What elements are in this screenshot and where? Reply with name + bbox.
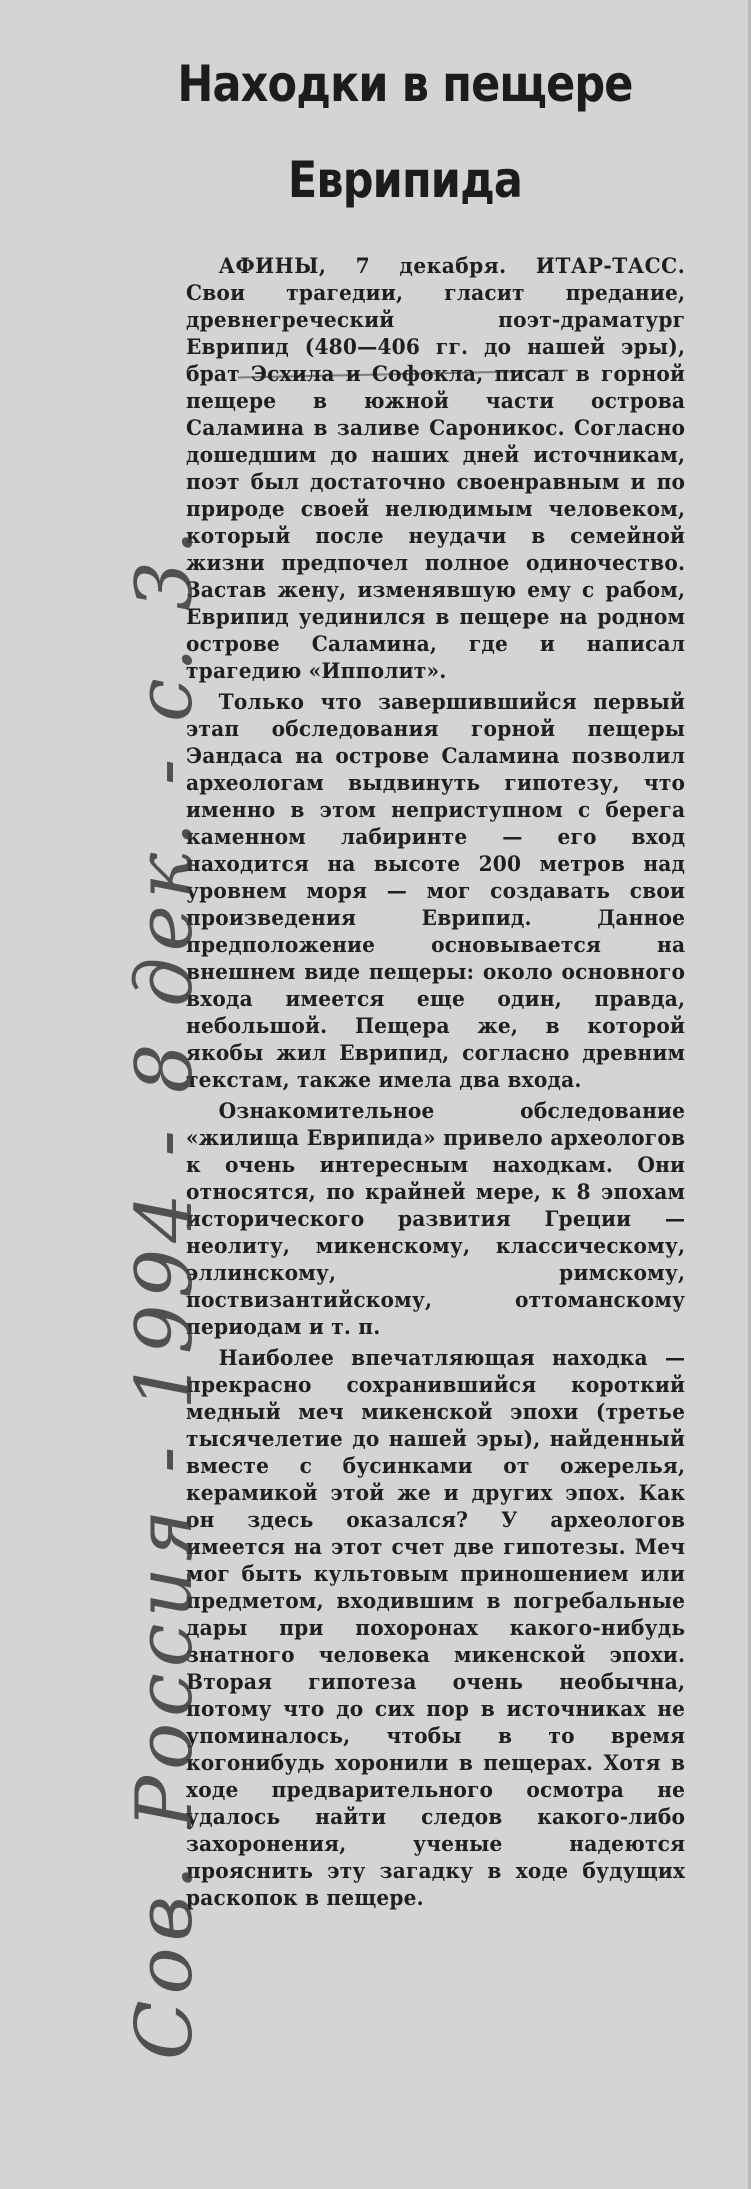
article-headline — [177, 36, 633, 228]
article-body — [186, 252, 685, 1915]
headline-line-2: Еврипида — [287, 151, 523, 209]
article-paragraph-4: Наиболее впечатляющая находка — прекрасно сохранившийся короткий медный меч микенской эпохи (третье тысячелетие до нашей эры), найденный вместе с бусинками от ожерелья, керамикой этой же и других эпох. Как он здесь оказался? У археологов имеется на этот счет две гипотезы. Меч мог быть культовым приношением или предметом, входившим в погребальные дары при похоронах какого-нибудь знатного человека микенской эпохи. Вторая гипотеза очень необычна, потому что до сих пор в источниках не упоминалось, чтобы в то время когонибудь хоронили в пещерах. Хотя в ходе предварительного осмотра не удалось найти следов какого-либо захоронения, ученые надеются прояснить эту загадку в ходе будущих раскопок в пещере. — [186, 1345, 686, 1910]
article-paragraph-3: Ознакомительное обследование «жилища Еврипида» привело археологов к очень интересным находкам. Они относятся, по крайней мере, к 8 эпохам исторического развития Греции — неолиту, микенскому, классическому, эллинскому, римскому, поствизантийскому, оттоманскому периодам и т. п. — [186, 1098, 686, 1339]
headline-line-1: Находки в пещере — [177, 55, 633, 113]
article-paragraph-1 — [186, 252, 685, 684]
handwritten-source-note: Сов. Россия - 1994 - 8 дек. - с. 3. — [120, 524, 210, 2060]
article-paragraph-2: Только что завершившийся первый этап обследования горной пещеры Эандаса на острове Саламина позволил археологам выдвинуть гипотезу, что именно в этом неприступном с берега каменном лабиринте — его вход находится на высоте 200 метров над уровнем моря — мог создавать свои произведения Еврипид. Данное предположение основывается на внешнем виде пещеры: около основного входа имеется еще один, правда, небольшой. Пещера же, в которой якобы жил Еврипид, согласно древним текстам, также имела два входа. — [186, 689, 686, 1092]
article-dateline: АФИНЫ, 7 декабря. ИТАР-ТАСС. — [218, 253, 686, 278]
paragraph-1-text: Свои трагедии, гласит предание, древнегреческий поэт-драматург Еврипид (480—406 гг. до нашей эры), брат Эсхила и Софокла, писал в горной пещере в южной части острова Саламина в заливе Сароникос. Согласно дошедшим до наших дней источникам, поэт был достаточно своенравным и по природе своей нелюдимым человеком, который после неудачи в семейной жизни предпочел полное одиночество. Застав жену, изменявшую ему с рабом, Еврипид уединился в пещере на родном острове Саламина, где и написал трагедию «Ипполит». — [186, 280, 686, 683]
